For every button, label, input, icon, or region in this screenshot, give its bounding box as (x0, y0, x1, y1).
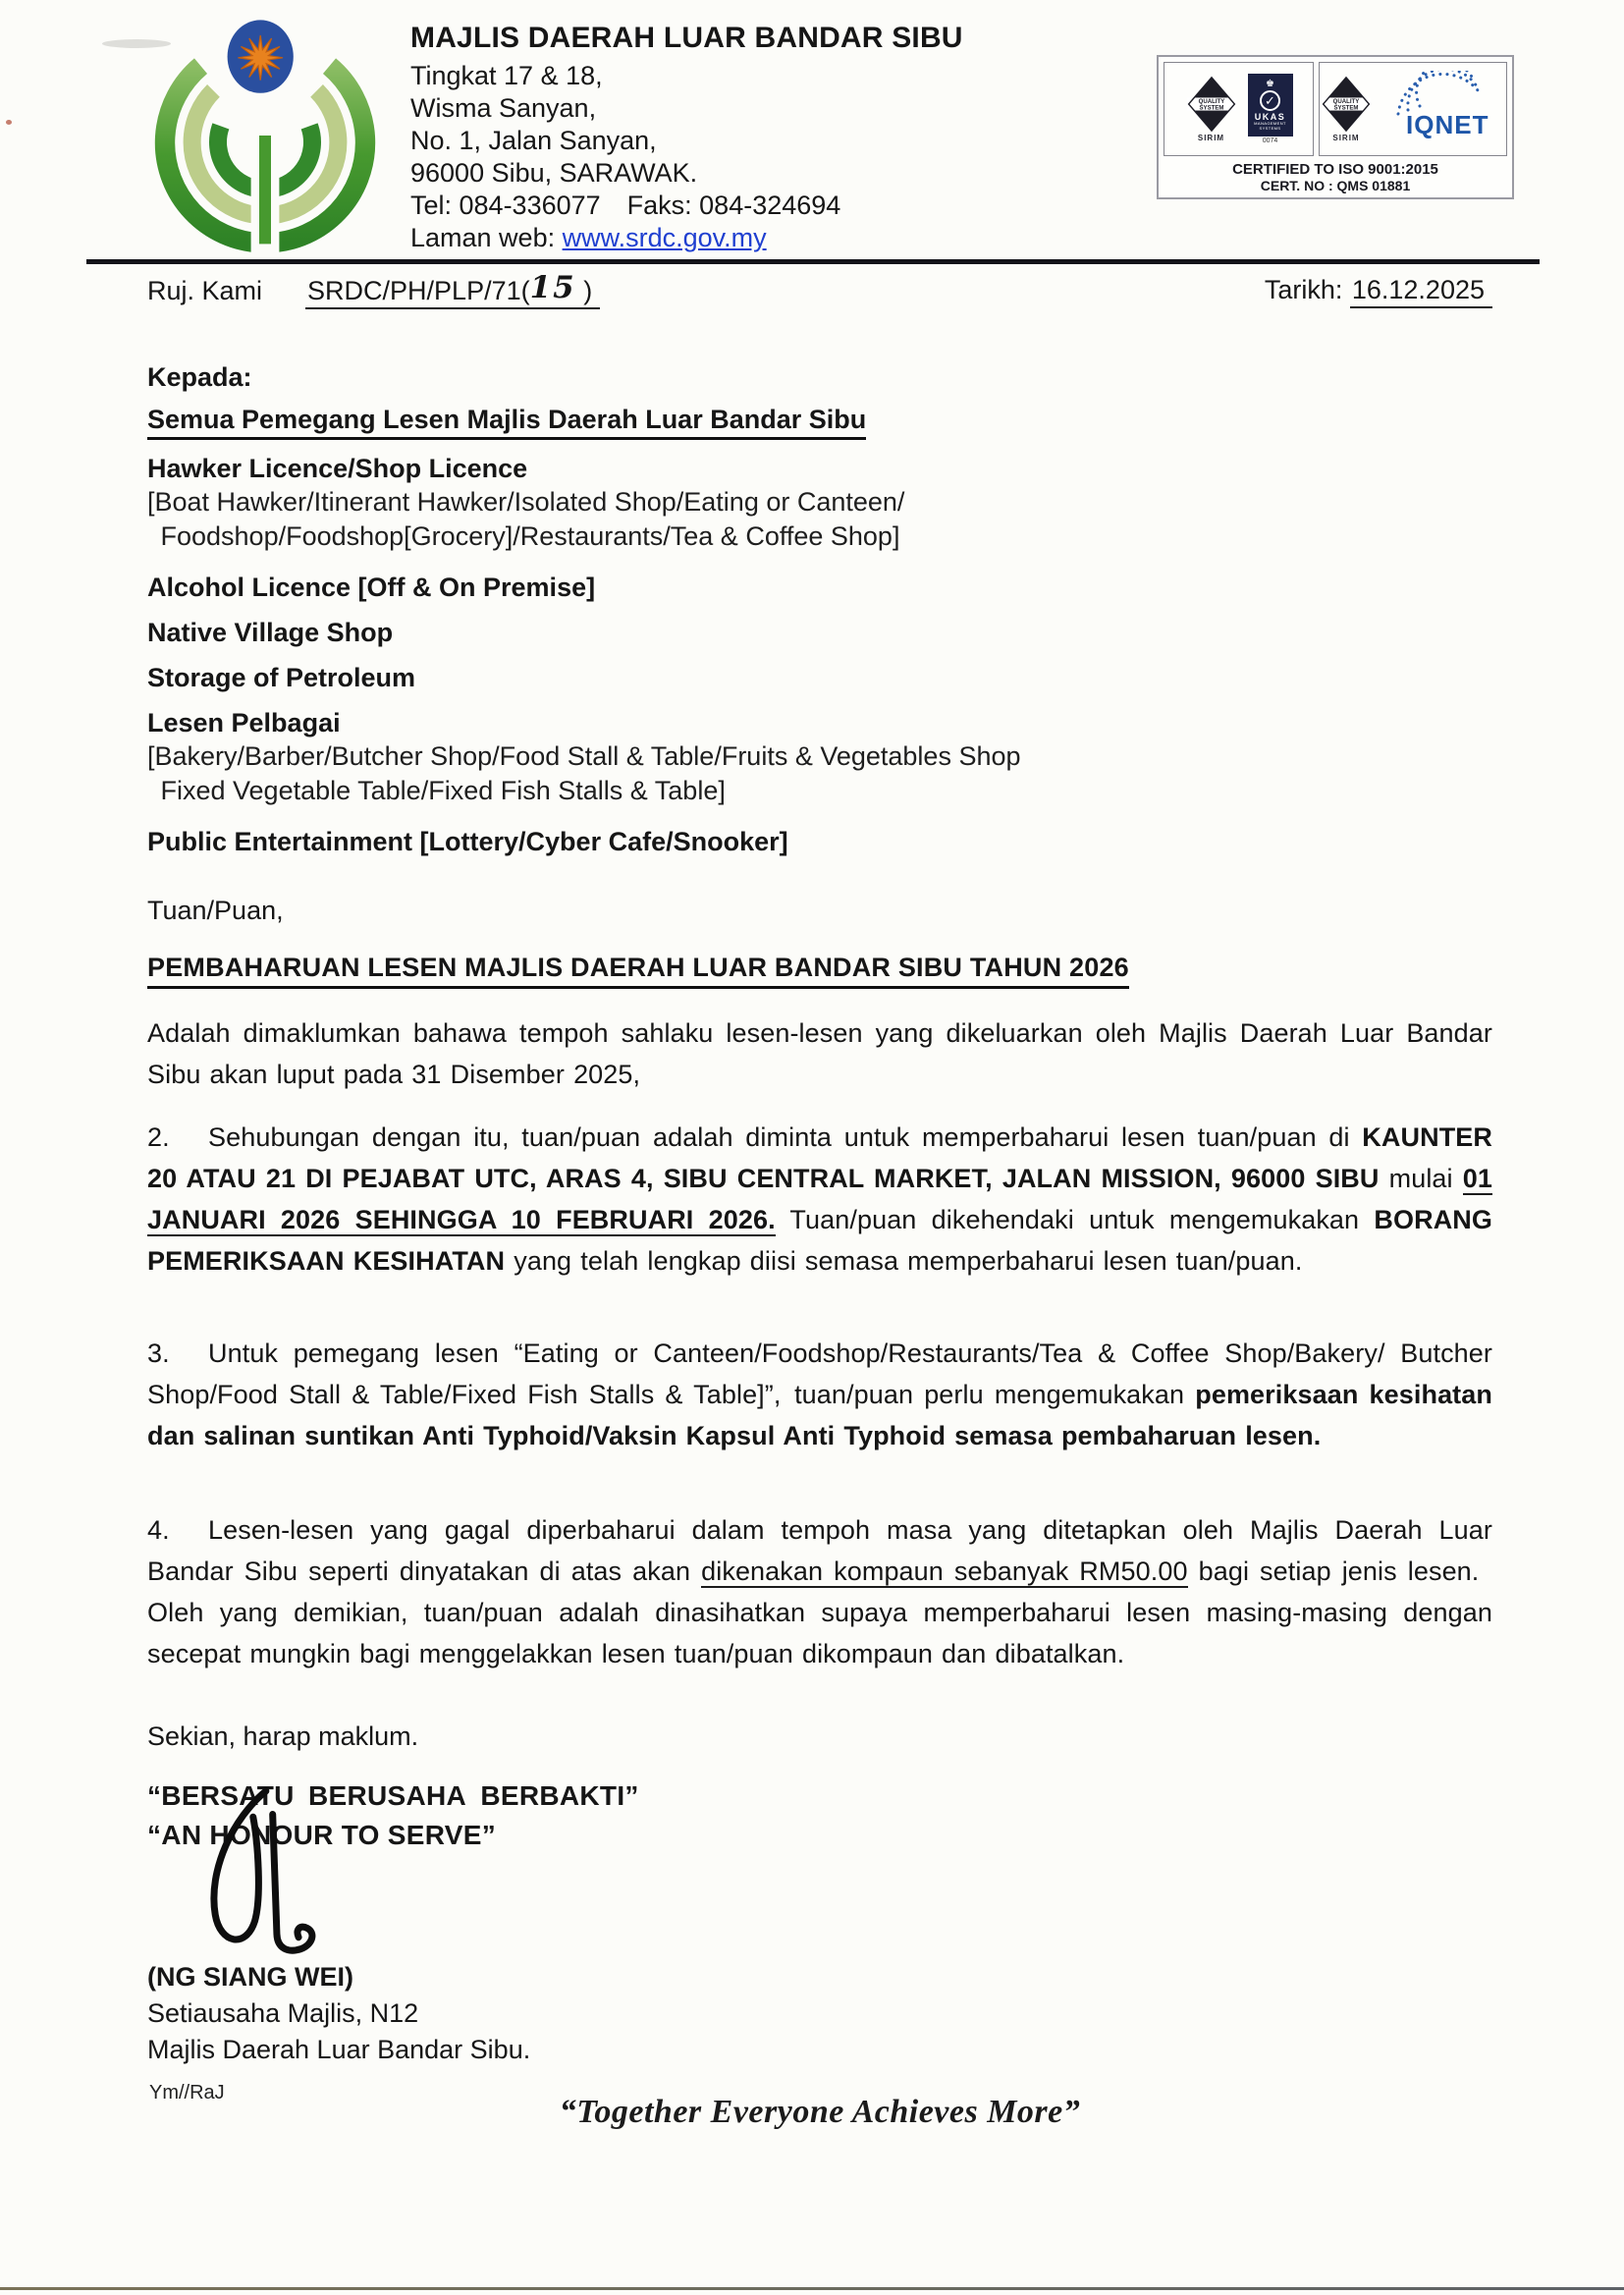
motto-line-1: “BERSATU BERUSAHA BERBAKTI” (147, 1780, 639, 1811)
signatory-org: Majlis Daerah Luar Bandar Sibu. (147, 2035, 531, 2064)
svg-text:IQNET: IQNET (1406, 110, 1489, 139)
date-label: Tarikh: (1264, 275, 1350, 304)
footer-row (147, 2082, 1492, 2170)
org-name: MAJLIS DAERAH LUAR BANDAR SIBU (410, 22, 963, 54)
council-logo-icon (147, 16, 383, 255)
address-line: 96000 Sibu, SARAWAK. (410, 158, 698, 188)
sirim-label: SIRIM (1332, 134, 1360, 142)
typist-initials: Ym//RaJ (149, 2082, 225, 2104)
ref-prefix: SRDC/PH/PLP/71( (307, 276, 530, 305)
salutation: Tuan/Puan, (147, 896, 284, 925)
address-line: No. 1, Jalan Sanyan, (410, 126, 657, 155)
website-link[interactable]: www.srdc.gov.my (562, 223, 767, 252)
signatory-title: Setiausaha Majlis, N12 (147, 1998, 419, 2028)
web-label: Laman web: (410, 223, 563, 252)
check-icon: ✓ (1260, 90, 1280, 111)
svg-text:QUALITY: QUALITY (1198, 98, 1224, 106)
addressee: Semua Pemegang Lesen Majlis Daerah Luar Bandar Sibu (147, 405, 866, 440)
certified-iso-line: CERTIFIED TO ISO 9001:2015 (1232, 161, 1438, 178)
licence-item-detail: [Bakery/Barber/Butcher Shop/Food Stall & Table/Fruits & Vegetables Shop (147, 741, 1021, 771)
address-line: Wisma Sanyan, (410, 93, 597, 123)
scan-edge-line (0, 2287, 1624, 2290)
tel-faks-line: Tel: 084-336077 Faks: 084-324694 (410, 191, 841, 220)
licence-item-title: Alcohol Licence [Off & On Premise] (147, 573, 596, 602)
motto-block (147, 1776, 1492, 1855)
header-divider (86, 259, 1540, 264)
footer-quote: “Together Everyone Achieves More” (559, 2094, 1081, 2130)
quality-system-mark (1320, 76, 1373, 142)
sirim-ukas-panel (1164, 62, 1314, 156)
paragraph-3: 3. Untuk pemegang lesen “Eating or Canteen/Foodshop/Restaurants/Tea & Coffee Shop/Bakery/ Butcher Shop/Food Stall & Table/Fixed Fish Stalls & Table]”, tuan/puan perlu mengemukakan pemeriksaan kesihatan dan salinan suntikan Anti Typhoid/Vaksin Kapsul Anti Typhoid semasa pembaharuan lesen. (147, 1339, 1492, 1450)
licence-item-detail: [Boat Hawker/Itinerant Hawker/Isolated Shop/Eating or Canteen/ (147, 487, 905, 517)
web-line (410, 222, 963, 254)
scan-speck (6, 120, 12, 125)
iqnet-logo-icon (1382, 71, 1506, 147)
date-value: 16.12.2025 (1350, 275, 1492, 308)
licence-item-detail: Fixed Vegetable Table/Fixed Fish Stalls & Table] (147, 776, 726, 805)
iso-certification-box (1157, 55, 1514, 199)
quality-system-mark (1185, 76, 1238, 142)
svg-text:QUALITY: QUALITY (1332, 98, 1360, 106)
kepada-label: Kepada: (147, 362, 252, 392)
sirim-label: SIRIM (1197, 134, 1225, 142)
licence-item-title: Native Village Shop (147, 618, 394, 647)
svg-text:SYSTEM: SYSTEM (1199, 104, 1223, 112)
crown-icon: ♚ (1266, 78, 1274, 89)
licence-item-detail: Foodshop/Foodshop[Grocery]/Restaurants/Tea & Coffee Shop] (147, 521, 900, 551)
paragraph-4: 4. Lesen-lesen yang gagal diperbaharui dalam tempoh masa yang ditetapkan oleh Majlis Daerah Luar Bandar Sibu seperti dinyatakan di atas akan dikenakan kompaun sebanyak RM50.00 bagi setiap jenis lesen. Oleh yang demikian, tuan/puan adalah dinasihatkan supaya memperbaharui lesen masing-masing dengan secepat mungkin bagi menggelakkan lesen tuan/puan dikompaun dan dibatalkan. (147, 1515, 1492, 1668)
signature (186, 1782, 338, 1976)
signatory-block (147, 1959, 1492, 2068)
reference-row (147, 269, 1492, 311)
closing-line: Sekian, harap maklum. (147, 1721, 419, 1751)
licence-item-title: Public Entertainment [Lottery/Cyber Cafe/Snooker] (147, 827, 788, 856)
quality-diamond-icon (1320, 76, 1373, 133)
quality-diamond-icon (1185, 76, 1238, 133)
licence-item-title: Hawker Licence/Shop Licence (147, 454, 528, 483)
sirim-iqnet-panel (1319, 62, 1507, 156)
ref-value (305, 270, 600, 309)
org-address-block (410, 16, 963, 252)
date-block (1265, 269, 1492, 310)
cert-number-line: CERT. NO : QMS 01881 (1260, 178, 1411, 193)
ref-handwritten-number: 15 (529, 270, 576, 305)
ukas-mark (1248, 74, 1293, 144)
reference-number (147, 269, 600, 311)
paragraph-2: 2. Sehubungan dengan itu, tuan/puan adalah diminta untuk memperbaharui lesen tuan/puan di KAUNTER 20 ATAU 21 DI PEJABAT UTC, ARAS 4, SIBU CENTRAL MARKET, JALAN MISSION, 96000 SIBU mulai 01 JANUARI 2026 SEHINGGA 10 FEBRUARI 2026. Tuan/puan dikehendaki untuk mengemukakan BORANG PEMERIKSAAN KESIHATAN yang telah lengkap diisi semasa memperbaharui lesen tuan/puan. (147, 1122, 1492, 1276)
licence-item-title: Storage of Petroleum (147, 663, 416, 692)
svg-text:SYSTEM: SYSTEM (1333, 104, 1359, 112)
motto-line-2: “AN HONOUR TO SERVE” (147, 1820, 497, 1850)
ukas-number: 0074 (1262, 137, 1278, 144)
address-line: Tingkat 17 & 18, (410, 61, 603, 90)
ref-suffix: ) (575, 276, 593, 305)
paragraph-1: Adalah dimaklumkan bahawa tempoh sahlaku lesen-lesen yang dikeluarkan oleh Majlis Daerah Luar Bandar Sibu akan luput pada 31 Disember 2025, (147, 1018, 1492, 1089)
signatory-name: (NG SIANG WEI) (147, 1962, 353, 1992)
ref-label: Ruj. Kami (147, 276, 263, 305)
ukas-badge-icon: ♚ ✓ UKAS MANAGEMENT SYSTEMS (1248, 74, 1293, 137)
subject-line: PEMBAHARUAN LESEN MAJLIS DAERAH LUAR BANDAR SIBU TAHUN 2026 (147, 953, 1129, 989)
licence-item-title: Lesen Pelbagai (147, 708, 341, 738)
